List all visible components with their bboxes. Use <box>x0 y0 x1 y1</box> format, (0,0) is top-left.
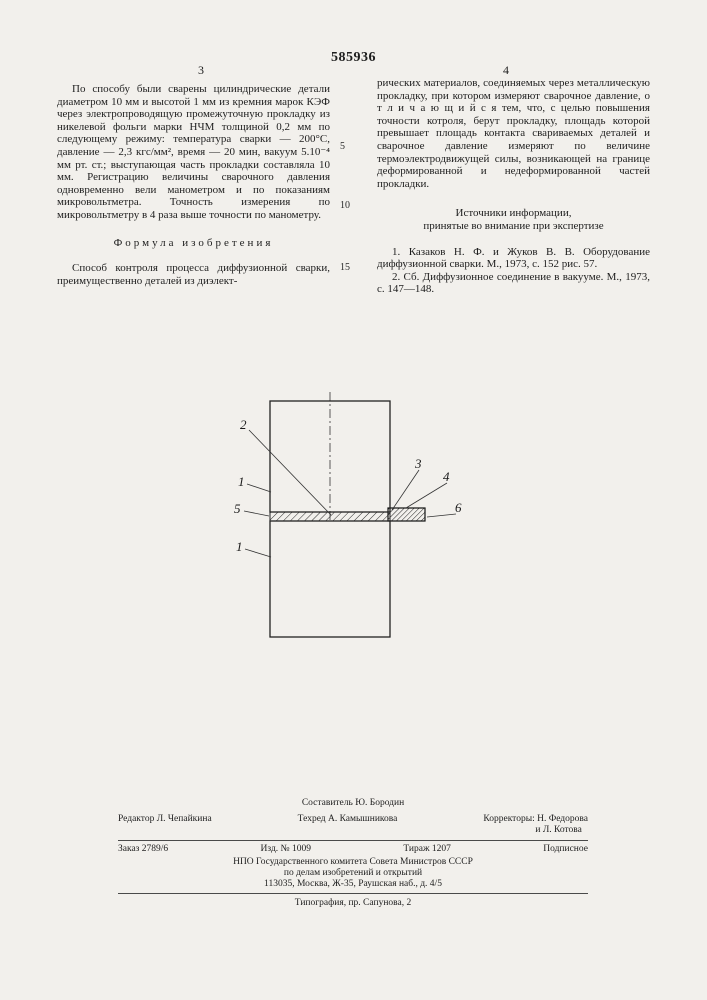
figure-label-2: 2 <box>240 417 247 432</box>
leader-line-2 <box>249 430 331 515</box>
figure-gasket-strip <box>270 512 390 521</box>
editor-name: Редактор Л. Чепайкина <box>118 814 212 824</box>
leader-line-1-upper <box>247 484 271 492</box>
left-column-page-number: 3 <box>198 63 204 77</box>
figure-label-6: 6 <box>455 500 462 515</box>
figure-label-1-lower: 1 <box>236 539 243 554</box>
figure-label-3: 3 <box>415 456 422 471</box>
margin-line-number-10: 10 <box>340 200 350 211</box>
organization-line3: 113035, Москва, Ж-35, Раушская наб., д. 4/5 <box>264 879 442 889</box>
formula-heading: Формула изобретения <box>113 236 274 249</box>
figure-lower-block <box>270 521 390 637</box>
patent-drawing <box>230 390 480 648</box>
right-column-page-number: 4 <box>503 63 509 77</box>
formula-continuation-paragraph: рических материалов, соединяемых через металлическую прокладку, при котором измеряют сварочное давление, о т л и ч а ю щ и й с я тем, что, с целью повышения точности котроля, берут прокладку, площадь которой превышает площадь контакта свариваемых деталей и сварочное давление измеряют по величине термоэлектродвижущей силы, возникающей на границе деформированной и недеформированной частей прокладки. <box>377 77 650 190</box>
order-number: Заказ 2789/6 <box>118 844 169 854</box>
footer-rule-bottom <box>118 893 588 894</box>
patent-number: 585936 <box>331 50 376 65</box>
formula-paragraph: Способ контроля процесса диффузионной сварки, преимущественно деталей из диэлект- <box>57 262 330 287</box>
margin-line-number-15: 15 <box>340 262 350 273</box>
left-text-column <box>57 83 330 287</box>
leader-line-6 <box>427 514 456 517</box>
margin-line-number-5: 5 <box>340 141 345 152</box>
correctors-block <box>483 814 588 836</box>
printing-house-line: Типография, пр. Сапунова, 2 <box>294 898 412 908</box>
reference-1: 1. Казаков Н. Ф. и Жуков В. В. Оборудование диффузионной сварки. М., 1973, с. 152 рис. 57. <box>377 245 650 271</box>
footer-rule-top <box>118 840 588 841</box>
reference-2: 2. Сб. Диффузионное соединение в вакууме. М., 1973, с. 147—148. <box>377 270 650 296</box>
subscription-label: Подписное <box>543 844 588 854</box>
correctors-line1: Корректоры: Н. Федорова <box>483 814 588 824</box>
correctors-line2: и Л. Котова <box>535 825 582 835</box>
figure-label-1-upper: 1 <box>238 474 245 489</box>
leader-line-1-lower <box>245 549 271 557</box>
staff-row <box>118 814 588 836</box>
left-column-paragraph: По способу были сварены цилиндрические детали диаметром 10 мм и высотой 1 мм из кремния марок КЭФ через электропроводящую промежуточную прокладку из никелевой фольги марки НЧМ толщиной 0,2 мм по следующему режиму: температура сварки — 200°С, давление — 2,3 кгс/мм², время — 20 мин, вакуум 5.10⁻⁴ мм рт. ст.; выступающая часть прокладки составляла 10 мм. Регистрацию величины сварочного давления одновременно вели манометром и по показаниям микровольтметра. Точность измерения по микровольтметру в 4 раза выше точности по манометру. <box>57 83 330 221</box>
figure-label-4: 4 <box>443 469 450 484</box>
figure-gasket-protrusion <box>388 508 425 521</box>
sources-heading-line2: принятые во внимание при экспертизе <box>423 219 604 232</box>
figure-label-5: 5 <box>234 501 241 516</box>
compiler-line: Составитель Ю. Бородин <box>301 798 405 808</box>
circulation: Тираж 1207 <box>403 844 451 854</box>
techred-name: Техред А. Камышникова <box>297 814 398 824</box>
organization-line2: по делам изобретений и открытий <box>283 868 423 878</box>
edition-number: Изд. № 1009 <box>260 844 311 854</box>
right-text-column <box>377 77 650 296</box>
order-row <box>118 844 588 855</box>
sources-heading-line1: Источники информации, <box>455 207 572 220</box>
leader-line-3 <box>392 470 419 510</box>
organization-line1: НПО Государственного комитета Совета Министров СССР <box>233 857 473 867</box>
imprint-footer <box>118 798 588 909</box>
leader-line-4 <box>406 483 447 508</box>
leader-line-5 <box>244 511 269 516</box>
sources-heading <box>377 207 650 232</box>
